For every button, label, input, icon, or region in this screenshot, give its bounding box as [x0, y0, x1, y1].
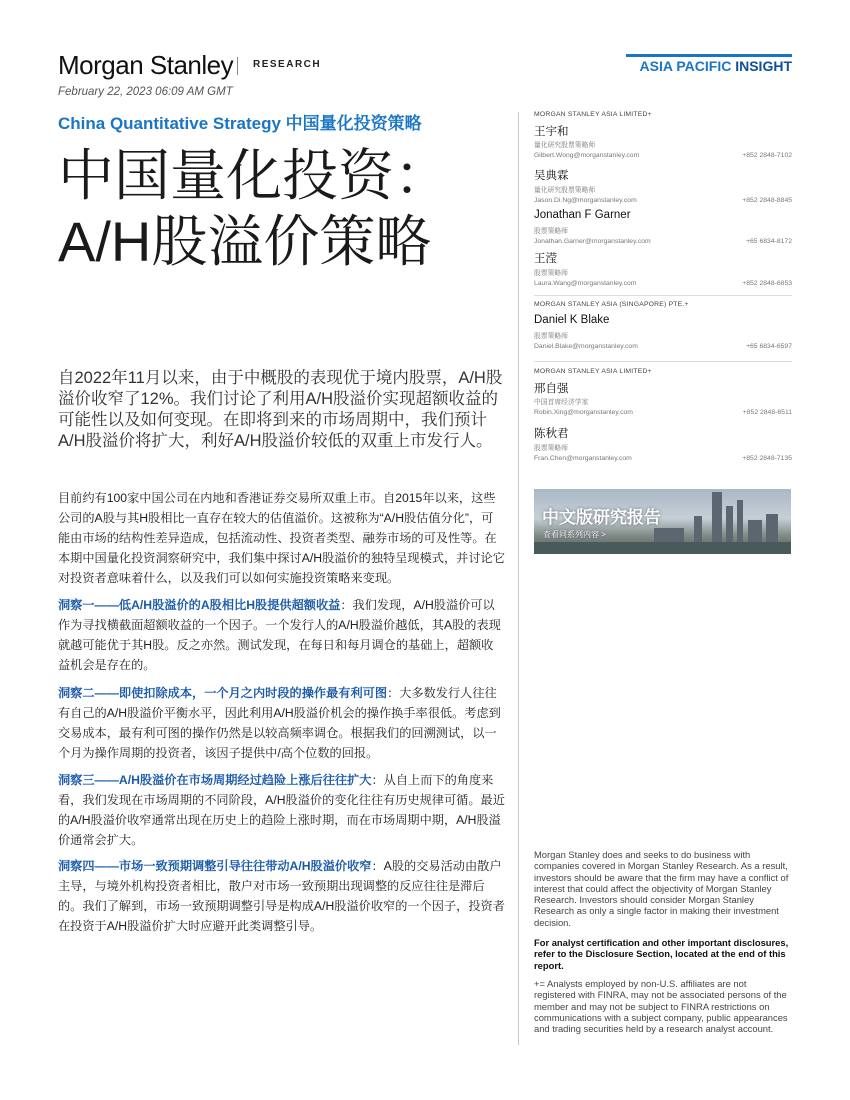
insight-lead-3: 洞察三——A/H股溢价在市场周期经过趋险上涨后往往扩大 — [58, 773, 372, 787]
author-email[interactable]: Fran.Chen@morganstanley.com — [534, 455, 632, 462]
intro-paragraph: 目前约有100家中国公司在内地和香港证券交易所双重上市。自2015年以来，这些公司的A股与其H股相比一直存在较大的估值溢价。这被称为“A/H股估值分化”，可能由市场的结构性差异造成，包括流动性、投资者类型、融券市场的可及性等。在本期中国量化投资洞察研究中，我们集中探讨A/H股溢价的独特呈现模式，并讨论它对投资者意味着什么，以及我们可以如何实施投资策略来变现。 — [58, 491, 505, 585]
series-band — [626, 58, 792, 74]
author-role: 股票策略师 — [534, 228, 568, 235]
author-email[interactable]: Laura.Wang@morganstanley.com — [534, 280, 637, 287]
author-phone: +852 2848-6511 — [742, 409, 792, 416]
publication-date: February 22, 2023 06:09 AM GMT — [58, 86, 233, 98]
series-band-rule — [626, 54, 792, 57]
skyline-tower — [694, 516, 702, 544]
report-title: 中国量化投资：A/H股溢价策略 — [58, 144, 450, 273]
insight-lead-2: 洞察二——即使扣除成本，一个月之内时段的操作最有利可图 — [58, 686, 388, 700]
finra-note: += Analysts employed by non-U.S. affiliates are not registered with FINRA, may not be associated persons of the member and may not be subject to FINRA restrictions on communications with a subject company, public appearances and trading securities held by a research analyst account. — [534, 978, 788, 1035]
banner-title: 中文版研究报告 — [542, 508, 661, 527]
insight-paragraph-3 — [58, 770, 505, 850]
insight-paragraph-1 — [58, 595, 505, 675]
firm-label: MORGAN STANLEY ASIA (SINGAPORE) PTE.+ — [534, 301, 689, 308]
author-email[interactable]: Daniel.Blake@morganstanley.com — [534, 343, 638, 350]
author-phone: +65 6834-6597 — [746, 343, 792, 350]
author-name: 王宇和 — [534, 126, 569, 138]
author-phone: +852 2848-7102 — [742, 152, 792, 159]
series-band-bold: INSIGHT — [735, 58, 792, 74]
skyline-tower — [712, 492, 722, 544]
skyline-tower — [726, 506, 733, 544]
series-band-region: ASIA PACIFIC — [639, 58, 732, 74]
author-role: 量化研究股票策略师 — [534, 142, 596, 149]
skyline-tower — [737, 500, 743, 544]
author-email[interactable]: Robin.Xing@morganstanley.com — [534, 409, 633, 416]
firm-label: MORGAN STANLEY ASIA LIMITED+ — [534, 368, 652, 375]
author-group-rule — [534, 295, 792, 296]
author-role: 股票策略师 — [534, 270, 568, 277]
author-phone: +852 2848-6853 — [742, 280, 792, 287]
morgan-stanley-logo: Morgan Stanley — [58, 50, 234, 80]
author-phone: +852 2848-8845 — [742, 197, 792, 204]
author-name: Daniel K Blake — [534, 314, 610, 326]
series-title: China Quantitative Strategy 中国量化投资策略 — [58, 114, 422, 133]
logo-divider — [237, 57, 238, 75]
river — [534, 542, 791, 554]
author-name: 吴典霖 — [534, 170, 569, 182]
author-name: 陈秋君 — [534, 428, 569, 440]
banner-link[interactable]: 查看同系列内容 > — [543, 530, 606, 539]
insight-paragraph-4 — [58, 856, 505, 936]
insight-text-3: ：从自上而下的角度来看，我们发现在市场周期的不同阶段，A/H股溢价的变化往往有历史规律可循。最近的A/H股溢价收窄通常出现在历史上的趋险上涨时期，而在市场周期中期，A/H股溢价通常会扩大。 — [58, 773, 505, 847]
author-email[interactable]: Gilbert.Wong@morganstanley.com — [534, 152, 640, 159]
author-role: 股票策略师 — [534, 445, 568, 452]
author-role: 量化研究股票策略师 — [534, 187, 596, 194]
author-role: 股票策略师 — [534, 333, 568, 340]
author-phone: +65 6834-8172 — [746, 238, 792, 245]
certification-note: For analyst certification and other important disclosures, refer to the Disclosure Section, located at the end of this report. — [534, 937, 789, 971]
firm-label: MORGAN STANLEY ASIA LIMITED+ — [534, 111, 652, 118]
author-name: 邢自强 — [534, 383, 569, 395]
author-email[interactable]: Jason.Di.Ng@morganstanley.com — [534, 197, 637, 204]
column-divider — [518, 112, 519, 1045]
author-group-rule — [534, 361, 792, 362]
author-email[interactable]: Jonathan.Garner@morganstanley.com — [534, 238, 651, 245]
author-role: 中国首席经济学家 — [534, 399, 589, 406]
research-label: RESEARCH — [253, 59, 322, 70]
insight-lead-4: 洞察四——市场一致预期调整引导往往带动A/H股溢价收窄 — [58, 859, 372, 873]
insight-text-2: ：大多数发行人往往有自己的A/H股溢价平衡水平，因此利用A/H股溢价机会的操作换手率很低。考虑到交易成本，最有利可图的操作仍然是以较高频率调仓。根据我们的回溯测试，以一个月为操作周期的投资者，该因子提供中/高个位数的回报。 — [58, 686, 501, 760]
author-phone: +852 2848-7135 — [742, 455, 792, 462]
insight-lead-1: 洞察一——低A/H股溢价的A股相比H股提供超额收益 — [58, 598, 341, 612]
author-name: 王滢 — [534, 253, 557, 265]
insight-text-1: ：我们发现，A/H股溢价可以作为寻找横截面超额收益的一个因子。一个发行人的A/H股溢价越低，其A股的表现就越可能优于其H股。反之亦然。测试发现，在每日和每月调仓的基础上，超额收益机会是存在的。 — [58, 598, 501, 672]
chinese-reports-banner[interactable] — [534, 489, 791, 554]
report-summary: 自2022年11月以来，由于中概股的表现优于境内股票，A/H股溢价收窄了12%。我们讨论了利用A/H股溢价实现超额收益的可能性以及如何变现。在即将到来的市场周期中，我们预计A/H股溢价将扩大，利好A/H股溢价较低的双重上市发行人。 — [58, 369, 503, 450]
conflict-disclosure: Morgan Stanley does and seeks to do business with companies covered in Morgan Stanley Research. As a result, investors should be aware that the firm may have a conflict of interest that could affect the objectivity of Morgan Stanley Research. Investors should consider Morgan Stanley Research as only a single factor in making their investment decision. — [534, 849, 789, 928]
insight-text-4: ：A股的交易活动由散户主导，与境外机构投资者相比，散户对市场一致预期出现调整的反应往往是滞后的。我们了解到，市场一致预期调整引导是构成A/H股溢价收窄的一个因子，投资者在投资于A/H股溢价扩大时应避开此类调整引导。 — [58, 859, 505, 933]
skyline-tower — [766, 514, 778, 544]
skyline-tower — [748, 520, 762, 544]
insight-paragraph-2 — [58, 683, 505, 763]
author-name: Jonathan F Garner — [534, 209, 631, 221]
